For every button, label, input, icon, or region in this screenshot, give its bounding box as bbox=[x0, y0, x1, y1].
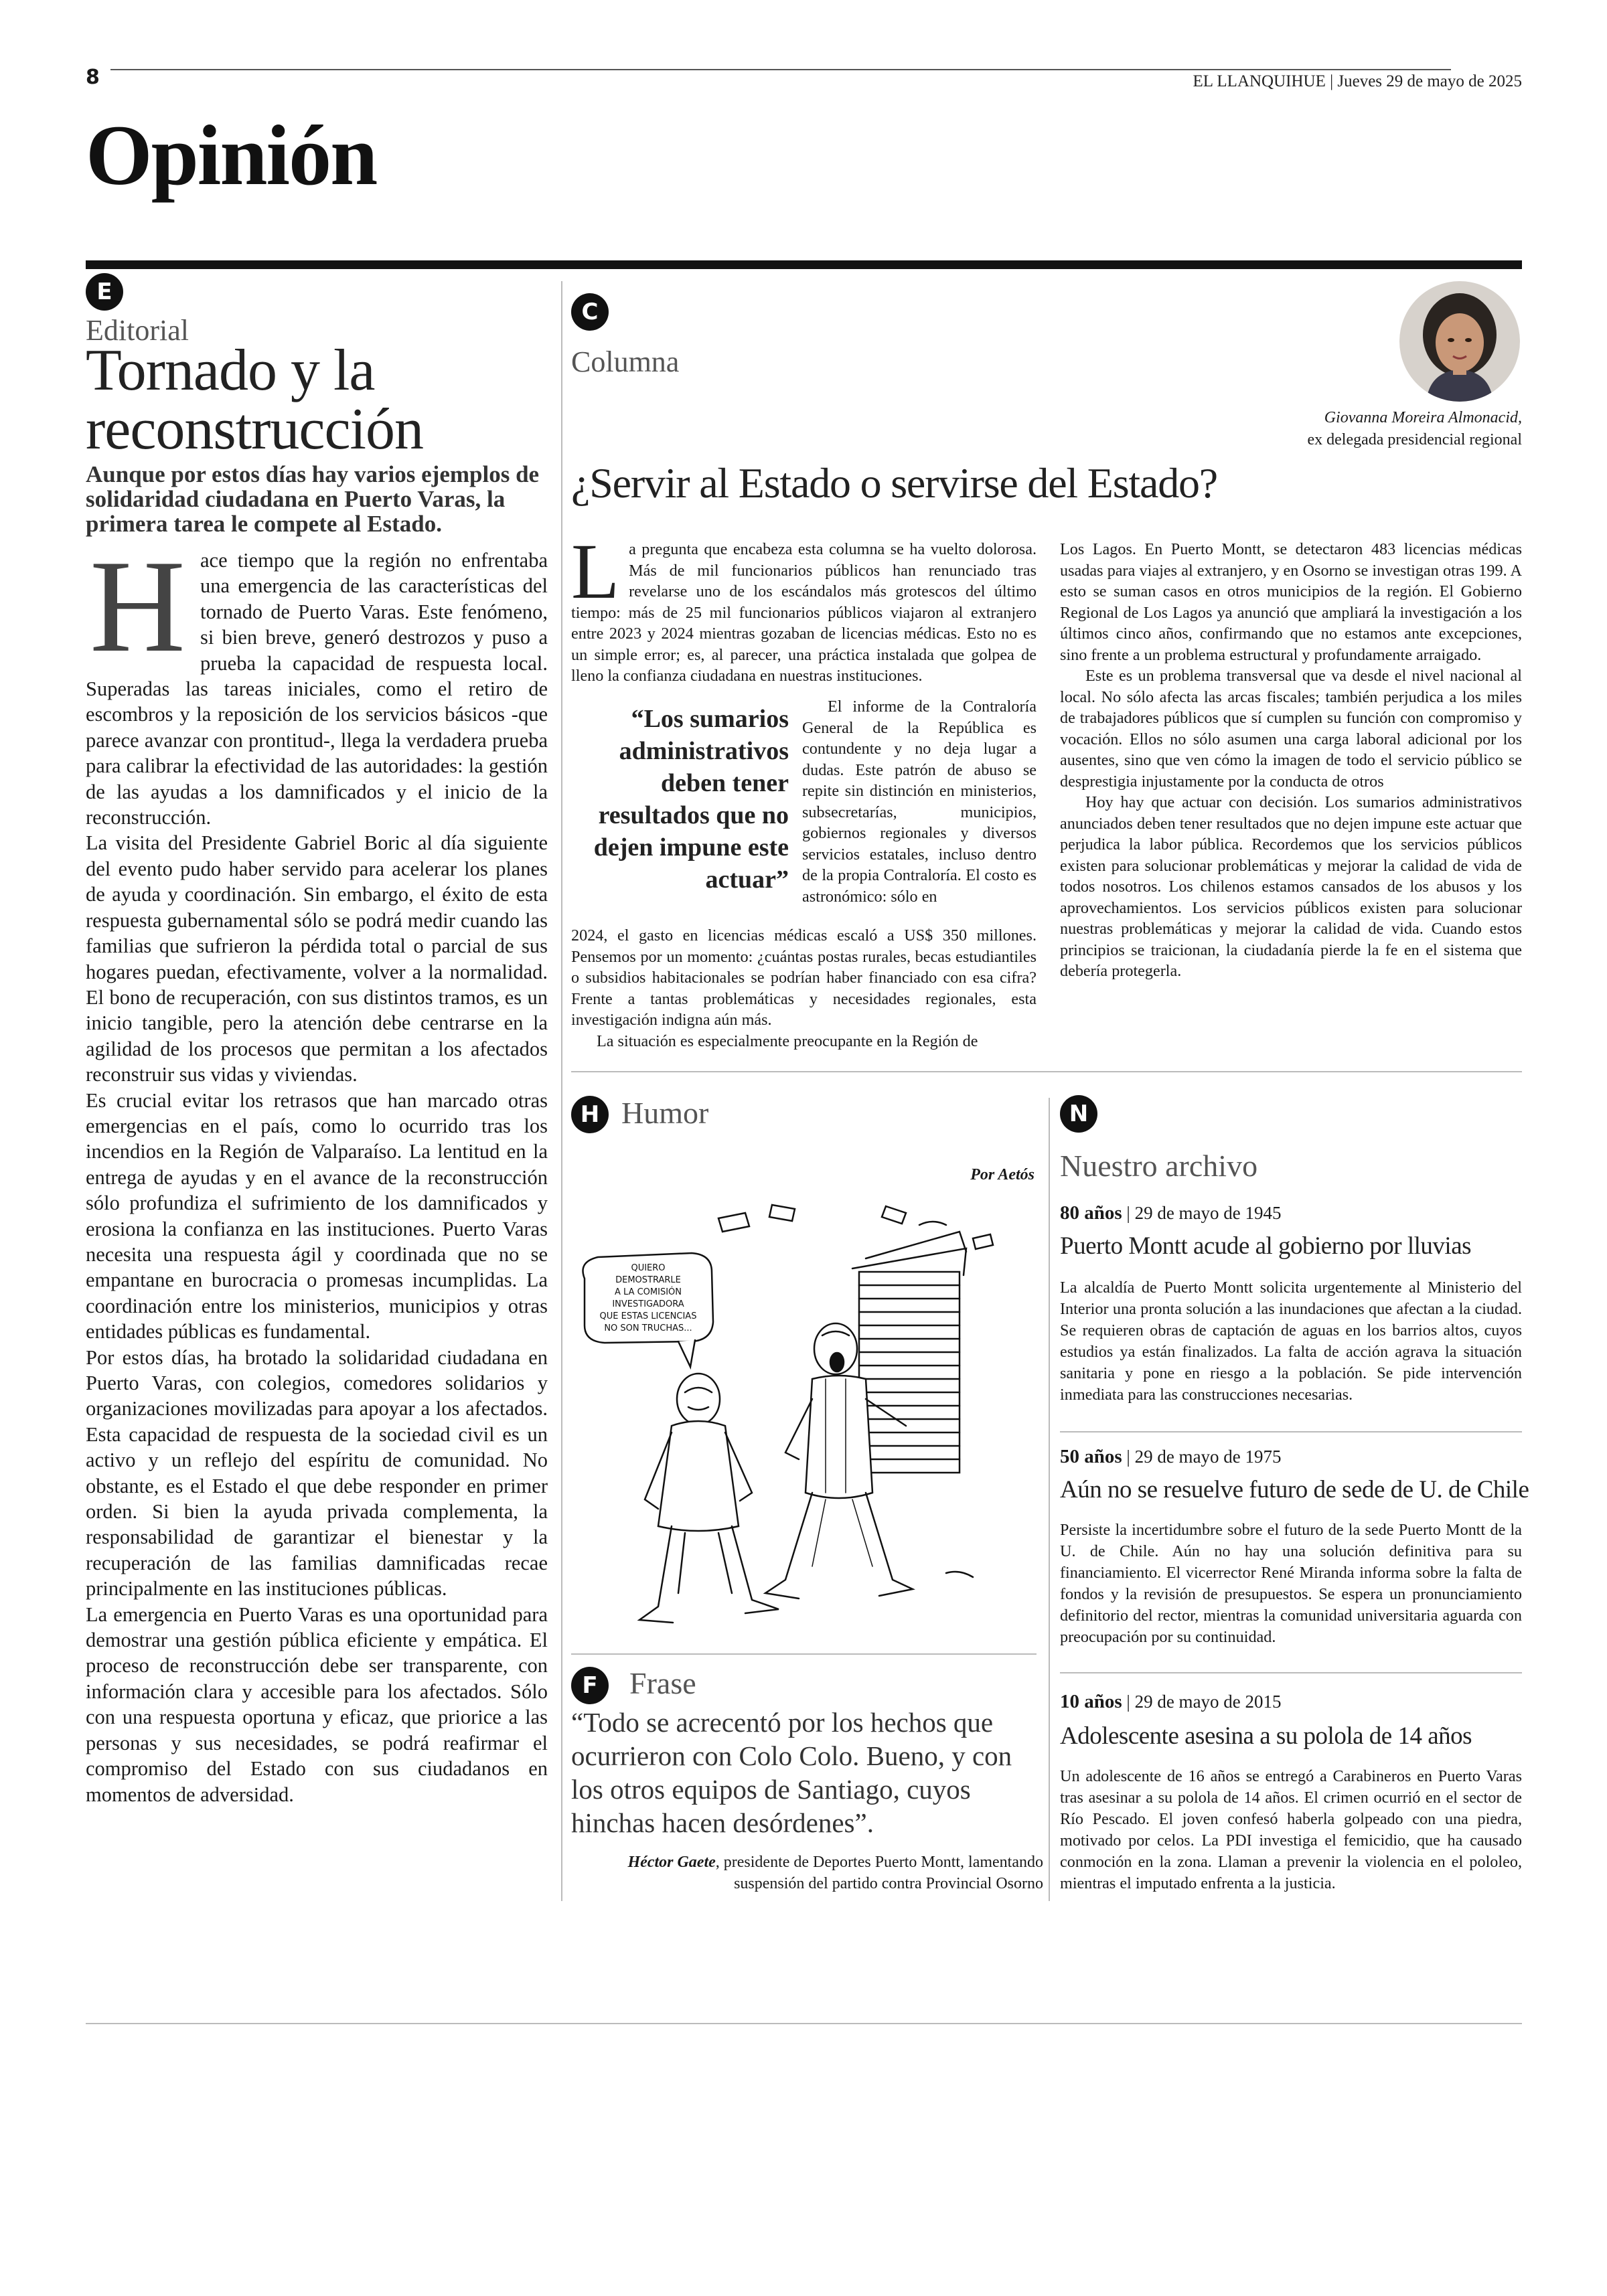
author-credit bbox=[1307, 407, 1522, 451]
phrase-attribution bbox=[571, 1852, 1043, 1894]
divider-column-bottom bbox=[571, 1071, 1522, 1072]
phrase-author-role: , presidente de Deportes Puerto Montt, lamentando suspensión del partido contra Provincial Osorno bbox=[715, 1854, 1043, 1892]
column-paragraph: Este es un problema transversal que va desde el nivel nacional al local. No sólo afecta las arcas fiscales; también perjudica a los miles de trabajadores públicos que sí cumplen su función con compromiso y vocación. Ellos no sólo asumen una carga laboral adicional por los ausentes, sino que ven cómo la imagen de todo el servicio público se desprestigia injustamente por la conducta de otros bbox=[1060, 667, 1522, 791]
column-title: ¿Servir al Estado o servirse del Estado? bbox=[571, 459, 1218, 507]
page-number: 8 bbox=[86, 66, 100, 89]
bubble-line: DEMOSTRARLE bbox=[615, 1275, 681, 1285]
editorial-paragraph: Es crucial evitar los retrasos que han marcado otras emergencias en el país, como lo ocurrido tras los incendios en la Región de Valparaíso. La lentitud en la entrega de ayudas y en el avance de la reconstrucción sólo profundiza el sufrimiento de los damnificados y erosiona la confianza en las instituciones. Puerto Varas necesita una respuesta ágil y coordinada que no se empantane en burocracia o promesas incumplidas. La coordinación entre los ministerios, municipios y otras entidades públicas es fundamental. bbox=[86, 1088, 548, 1343]
column-paragraph: a pregunta que encabeza esta columna se ha vuelto dolorosa. Más de mil funcionarios públicos han renunciado tras revelarse uno de los escándalos más grotescos del último tiempo: más de 25 mil funcionarios públicos viajaron al extranjero entre 2023 y 2024 mientras gozaban de licencias médicas. Esto no es un simple error; es, al parecer, una práctica instalada que golpea de lleno la confianza ciudadana en nuestras instituciones. bbox=[571, 540, 1037, 685]
archive-kicker: Nuestro archivo bbox=[1060, 1149, 1258, 1183]
column-paragraph: Hoy hay que actuar con decisión. Los sumarios administrativos anunciados deben tener resultados que no dejen impune este actuar que perjudica la labor pública. Recordemos que los servicios públicos existen para solucionar problemáticas y mejorar la calidad de vida de todos nosotros. Los chilenos estamos cansados de los abusos y los aprovechamientos. Los servicios públicos existen para solucionar nuestras problemáticas y mejorar la calidad de vida. Cuando estos principios se traicionan, la ciudadanía pierde la fe en el sistema que debería protegerla. bbox=[1060, 793, 1522, 980]
column-dropcap: L bbox=[571, 527, 620, 615]
bubble-line: QUIERO bbox=[631, 1263, 666, 1273]
author-role: ex delegada presidencial regional bbox=[1307, 431, 1522, 448]
column-paragraph: 2024, el gasto en licencias médicas escaló a US$ 350 millones. Pensemos por un momento: ¿cuántas postas rurales, becas estudiantiles o subsidios habitacionales se podrían haber financiado con esa cifra? Frente a tantas problemáticas y necesidades regionales, esta investigación indigna aún más. bbox=[571, 926, 1037, 1029]
editorial-kicker: Editorial bbox=[86, 314, 189, 347]
editorial-badge: E bbox=[86, 273, 123, 311]
column-paragraph-side bbox=[802, 696, 1037, 907]
archive-date: | 29 de mayo de 1975 bbox=[1122, 1447, 1282, 1467]
editorial-paragraph: La emergencia en Puerto Varas es una oportunidad para demostrar una gestión pública eficiente y empática. El proceso de reconstrucción debe ser transparente, con información clara y accesible para los afectados. Sólo con una respuesta oportuna y eficaz, que priorice a las personas y sus necesidades, se podrá reafirmar el compromiso del Estado con sus ciudadanos en momentos de adversidad. bbox=[86, 1603, 548, 1806]
humor-byline: Por Aetós bbox=[970, 1166, 1035, 1183]
archive-item-body: Un adolescente de 16 años se entregó a Carabineros en Puerto Varas tras asesinar a su polola de 14 años. El crimen ocurrió en el sector de Río Pescado. El joven confesó haberla golpeado con una piedra, motivado por celos. La PDI investiga el femicidio, que ha causado conmoción en la zona. Llaman a prevenir la violencia en el pololeo, mientras el imputado enfrenta a la justicia. bbox=[1060, 1767, 1522, 1892]
humor-kicker: Humor bbox=[621, 1096, 709, 1130]
archive-years: 50 años bbox=[1060, 1446, 1122, 1467]
archive-date: | 29 de mayo de 2015 bbox=[1122, 1692, 1282, 1712]
archive-item-date bbox=[1060, 1202, 1282, 1224]
section-title: Opinión bbox=[86, 108, 377, 203]
bubble-line: QUE ESTAS LICENCIAS bbox=[599, 1311, 697, 1321]
column-badge: C bbox=[571, 293, 609, 331]
bubble-line: NO SON TRUCHAS... bbox=[604, 1323, 692, 1333]
archive-item-title: Adolescente asesina a su polola de 14 años bbox=[1060, 1722, 1472, 1750]
phrase-badge: F bbox=[571, 1667, 609, 1704]
divider-mid bbox=[1049, 1098, 1050, 1901]
archive-item-date bbox=[1060, 1691, 1282, 1713]
column-paragraph: La situación es especialmente preocupante en la Región de bbox=[597, 1032, 978, 1050]
humor-cartoon bbox=[571, 1198, 1033, 1647]
author-photo bbox=[1399, 281, 1520, 402]
divider-left bbox=[561, 281, 562, 1901]
archive-item-title: Aún no se resuelve futuro de sede de U. de Chile bbox=[1060, 1476, 1529, 1503]
phrase-kicker: Frase bbox=[629, 1666, 696, 1700]
editorial-title: Tornado y la reconstrucción bbox=[86, 338, 423, 462]
pull-quote: “Los sumarios administrativos deben tener resultados que no dejen impune este actuar” bbox=[593, 705, 789, 894]
column-paragraph: El informe de la Contraloría General de la República es contundente y no deja lugar a dudas. Este patrón de abuso se repite sin distinción en ministerios, subsecretarías, municipios, gobiernos regionales y diversos servicios estatales, incluso dentro de la propia Contraloría. El costo es astronómico: sólo en bbox=[802, 698, 1037, 906]
column-intro bbox=[571, 527, 1037, 687]
editorial-paragraph: Por estos días, ha brotado la solidaridad ciudadana en Puerto Varas, con colegios, comedores solidarios y organizaciones movilizadas para apoyar a los afectados. Esta capacidad de respuesta de la sociedad civil es un activo y un reflejo del espíritu de comunidad. No obstante, es el Estado el que debe responder en primer orden. Si bien la ayuda privada complementa, la responsabilidad de garantizar el bienestar y la recuperación de las familias damnificadas recae principalmente en las instituciones públicas. bbox=[86, 1345, 548, 1601]
column-paragraph: Los Lagos. En Puerto Montt, se detectaron 483 licencias médicas usadas para viajes al extranjero, y en Osorno se investigan otras 199. A esto se suman casos en otros municipios de la región. El Gobierno Regional de Los Lagos ya anunció que ampliará la investigación a los últimos cinco años, confirmando que no estamos ante excepciones, sino frente a un problema estructural y profundamente arraigado. bbox=[1060, 540, 1522, 664]
archive-badge: N bbox=[1060, 1095, 1097, 1133]
paper-date: EL LLANQUIHUE | Jueves 29 de mayo de 2025 bbox=[1193, 72, 1522, 90]
editorial-paragraph: ace tiempo que la región no enfrentaba una emergencia de las características del tornado de Puerto Varas. Este fenómeno, si bien breve, generó destrozos y puso a prueba la capacidad de respuesta local. Superadas las tareas iniciales, como el retiro de escombros y la reposición de los servicios básicos -que parece avanzar con prontitud-, llega la verdadera prueba para calibrar la efectividad de las autoridades: la gestión de las ayudas a los damnificados y el inicio de la reconstrucción. bbox=[86, 549, 548, 829]
phrase-quote: “Todo se acrecentó por los hechos que ocurrieron con Colo Colo. Bueno, y con los otros equipos de Santiago, cuyos hinchas hacen desórdenes”. bbox=[571, 1707, 1012, 1838]
archive-years: 10 años bbox=[1060, 1691, 1122, 1712]
humor-badge: H bbox=[571, 1096, 609, 1133]
archive-years: 80 años bbox=[1060, 1202, 1122, 1224]
archive-item-body: La alcaldía de Puerto Montt solicita urgentemente al Ministerio del Interior una pronta solución a las inundaciones que afectan a la ciudad. Se requieren obras de captación de aguas en los barrios altos, cuyos estudios ya están finalizados. La falta de acción agrava la situación sanitaria y pone en riesgo a la población. Se pide intervención inmediata para las construcciones necesarias. bbox=[1060, 1279, 1522, 1404]
footer-rule bbox=[86, 2023, 1522, 2024]
author-name: Giovanna Moreira Almonacid, bbox=[1324, 409, 1522, 426]
archive-item-body: Persiste la incertidumbre sobre el futuro de la sede Puerto Montt de la U. de Chile. Aún no hay una solución definitiva para su financiamiento. El vicerrector René Miranda informa sobre la falta de fondos y la revisión de presupuestos. Se espera un pronunciamiento definitorio del rector, mientras la comunidad universitaria aguarda con preocupación por su continuidad. bbox=[1060, 1521, 1522, 1646]
divider-humor-bottom bbox=[571, 1653, 1037, 1655]
editorial-subtitle: Aunque por estos días hay varios ejemplos de solidaridad ciudadana en Puerto Varas, la primera tarea le compete al Estado. bbox=[86, 461, 540, 537]
archive-item-title: Puerto Montt acude al gobierno por lluvias bbox=[1060, 1232, 1472, 1260]
editorial-paragraph: La visita del Presidente Gabriel Boric al día siguiente del evento pudo haber servido para acelerar los planes de ayuda y coordinación. Sin embargo, el éxito de esta respuesta gubernamental sólo se podrá medir cuando las familias que sufrieron la pérdida total o parcial de sus hogares puedan, efectivamente, volver a la normalidad. El bono de recuperación, con sus distintos tramos, es un inicio tangible, pero la atención debe centrarse en la agilidad de los procesos que permitan a los afectados reconstruir sus vidas y viviendas. bbox=[86, 831, 548, 1086]
phrase-author: Héctor Gaete bbox=[627, 1854, 716, 1871]
archive-item-date bbox=[1060, 1446, 1282, 1468]
editorial-dropcap: H bbox=[90, 533, 185, 679]
archive-date: | 29 de mayo de 1945 bbox=[1122, 1203, 1282, 1223]
section-rule bbox=[86, 260, 1522, 269]
divider-archive-1 bbox=[1060, 1431, 1522, 1432]
editorial-body bbox=[86, 533, 548, 1807]
column-kicker: Columna bbox=[571, 345, 680, 378]
column-paragraph-lower bbox=[571, 925, 1037, 1052]
divider-archive-2 bbox=[1060, 1672, 1522, 1673]
bubble-line: INVESTIGADORA bbox=[612, 1299, 684, 1309]
header-rule bbox=[110, 69, 1451, 70]
bubble-line: A LA COMISIÓN bbox=[615, 1287, 682, 1297]
column-right bbox=[1060, 539, 1522, 982]
